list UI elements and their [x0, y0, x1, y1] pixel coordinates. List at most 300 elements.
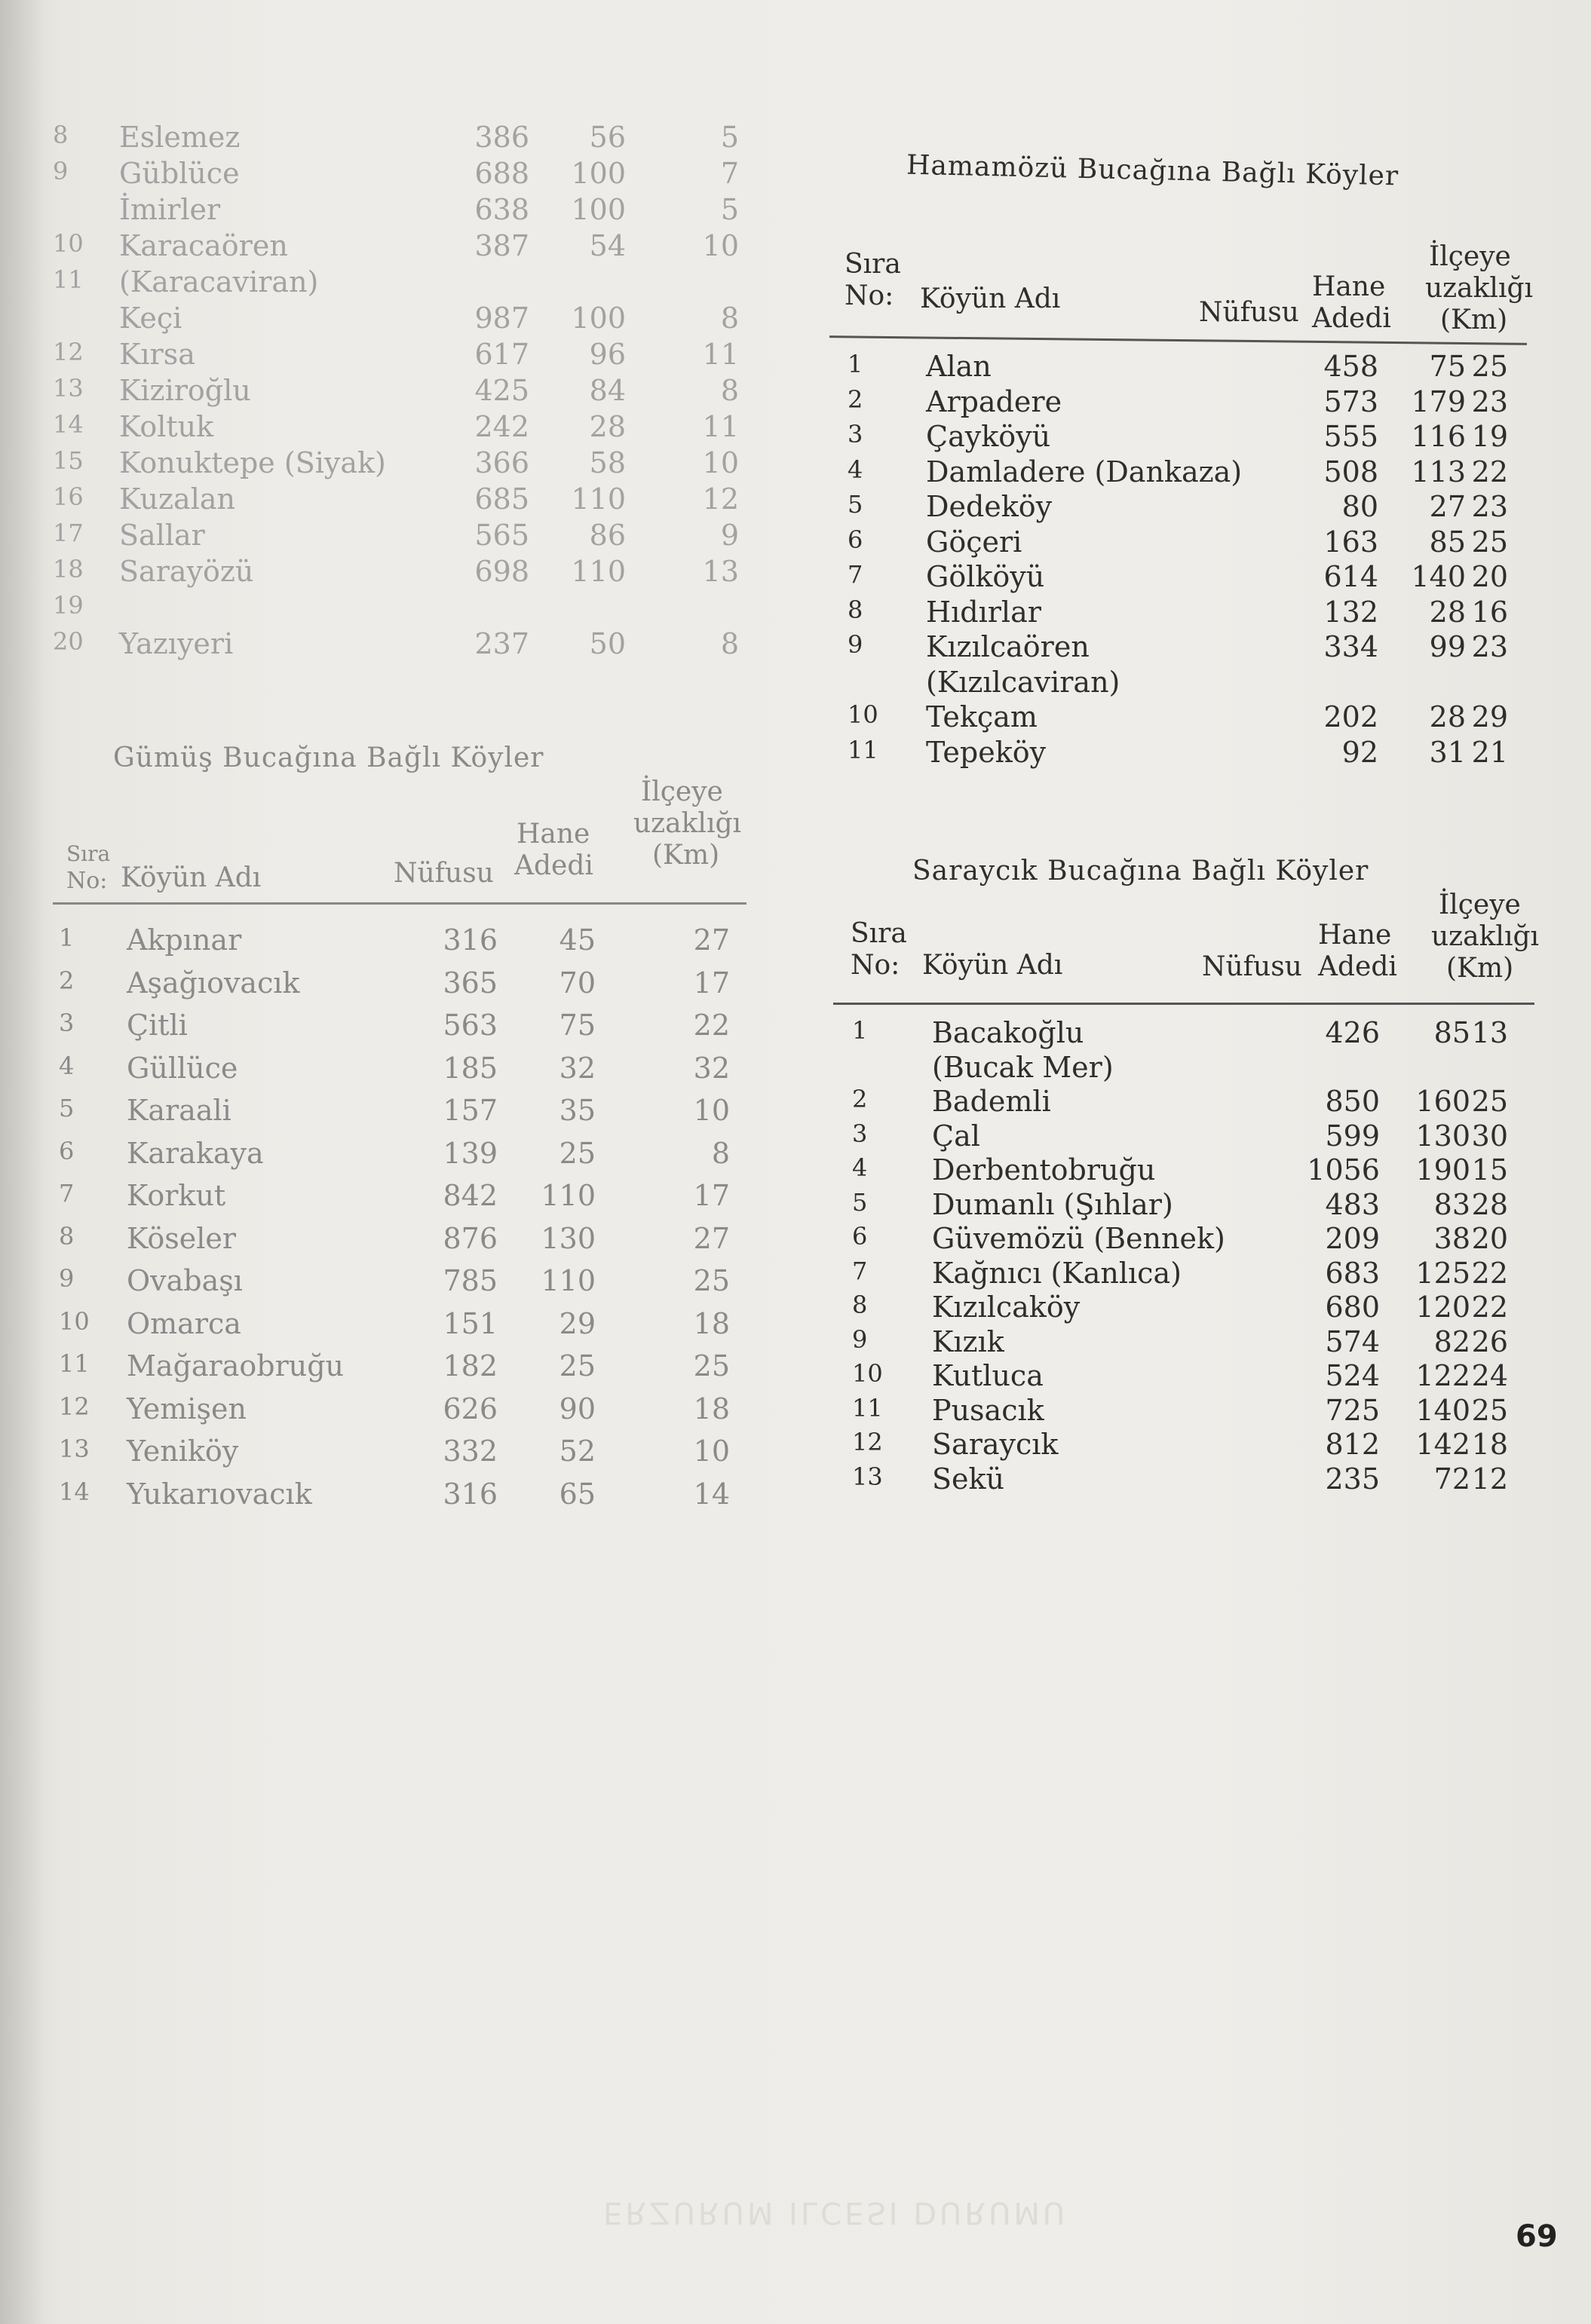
household-count: 54	[589, 229, 626, 262]
village-name: Kırsa	[119, 338, 195, 371]
distance-km: 20	[1471, 560, 1508, 593]
table-row	[45, 482, 739, 517]
village-name: Yukarıovacık	[127, 1477, 312, 1511]
village-number: 12	[852, 1428, 883, 1456]
village-number: 8	[852, 1291, 868, 1319]
village-number: 1	[59, 923, 75, 952]
population: 458	[1323, 350, 1378, 383]
population: 483	[1325, 1187, 1380, 1221]
table-row	[837, 1462, 1538, 1497]
saraycik-table-header	[851, 889, 1544, 1003]
table-row	[45, 302, 739, 336]
village-name: Dedeköy	[926, 490, 1053, 523]
household-count: 120	[1415, 1291, 1470, 1324]
table-row	[45, 591, 739, 626]
distance-km: 20	[1471, 1222, 1508, 1255]
village-name: Tekçam	[926, 700, 1038, 733]
village-number: 11	[53, 265, 84, 294]
village-name: Damladere (Dankaza)	[926, 455, 1243, 488]
table-row	[45, 265, 739, 300]
population: 987	[474, 302, 529, 335]
household-count: 84	[589, 374, 626, 407]
village-name: Yeniköy	[127, 1435, 239, 1468]
population: 688	[474, 157, 529, 190]
population: 555	[1323, 420, 1378, 453]
population: 574	[1325, 1324, 1380, 1358]
distance-km: 10	[702, 229, 739, 262]
population: 524	[1325, 1359, 1380, 1392]
household-count: 82	[1433, 1324, 1470, 1358]
population: 812	[1325, 1428, 1380, 1461]
population: 725	[1325, 1393, 1380, 1427]
village-name: (Bucak Mer)	[932, 1050, 1114, 1084]
household-count: 110	[571, 555, 626, 588]
gumus-header-rule	[53, 902, 746, 905]
village-name: Pusacık	[932, 1393, 1044, 1427]
village-number: 13	[852, 1462, 883, 1491]
household-count: 100	[571, 157, 626, 190]
distance-km: 9	[720, 519, 739, 552]
hamamozu-village-table	[837, 350, 1538, 787]
population: 785	[443, 1264, 498, 1297]
village-number: 1	[852, 1016, 868, 1045]
household-count: 110	[571, 482, 626, 516]
population: 614	[1323, 560, 1378, 593]
village-name: Kızılcaören	[926, 630, 1090, 663]
village-name: Gölköyü	[926, 560, 1045, 593]
distance-km: 30	[1471, 1119, 1508, 1153]
header-adedi: Adedi	[514, 850, 593, 881]
page-gutter-shadow	[0, 0, 45, 2324]
table-row	[45, 157, 739, 191]
household-count: 75	[1429, 350, 1466, 383]
table-row	[837, 1051, 1538, 1085]
village-number: 8	[53, 121, 69, 149]
table-row	[45, 966, 754, 1001]
distance-km: 25	[693, 1349, 730, 1382]
distance-km: 24	[1471, 1359, 1508, 1392]
village-name: Ovabaşı	[127, 1264, 243, 1297]
household-count: 28	[589, 410, 626, 443]
household-count: 75	[559, 1009, 596, 1042]
population: 387	[474, 229, 529, 262]
header-ilceye: İlçeye	[641, 776, 723, 807]
village-number: 1	[848, 350, 863, 378]
population: 132	[1323, 595, 1378, 629]
distance-km: 21	[1471, 735, 1508, 769]
table-row	[837, 1394, 1538, 1428]
table-row	[45, 1137, 754, 1171]
header-adedi: Adedi	[1318, 951, 1397, 982]
header-km: (Km)	[1440, 305, 1508, 335]
household-count: 45	[559, 923, 596, 957]
population: 680	[1325, 1291, 1380, 1324]
village-number: 7	[59, 1179, 75, 1208]
table-row	[837, 1119, 1538, 1154]
distance-km: 22	[1471, 1291, 1508, 1324]
table-row	[837, 490, 1538, 525]
population: 365	[443, 966, 498, 1000]
household-count: 86	[589, 519, 626, 552]
population: 563	[443, 1009, 498, 1042]
household-count: 140	[1411, 560, 1466, 593]
table-row	[45, 1392, 754, 1427]
village-name: Çayköyü	[926, 420, 1051, 453]
table-row	[45, 121, 739, 155]
village-name: Arpadere	[926, 384, 1062, 418]
village-number: 12	[59, 1392, 90, 1421]
household-count: 56	[589, 121, 626, 154]
village-name: Alan	[926, 350, 992, 383]
table-row	[45, 1179, 754, 1214]
village-name: Karaali	[127, 1094, 231, 1127]
village-number: 10	[852, 1359, 883, 1388]
header-no: No:	[851, 950, 900, 981]
header-adedi: Adedi	[1312, 303, 1391, 334]
village-number: 4	[59, 1051, 75, 1080]
distance-km: 28	[1471, 1187, 1508, 1221]
household-count: 27	[1429, 490, 1466, 523]
village-name: Kızık	[932, 1324, 1004, 1358]
table-row	[45, 374, 739, 409]
household-count: 96	[589, 338, 626, 371]
population: 1056	[1307, 1153, 1380, 1186]
saraycik-section-title: Saraycık Bucağına Bağlı Köyler	[912, 856, 1369, 886]
distance-km: 12	[702, 482, 739, 516]
village-number: 3	[848, 420, 863, 449]
distance-km: 10	[702, 446, 739, 479]
table-row	[837, 1359, 1538, 1394]
population: 698	[474, 555, 529, 588]
table-row	[837, 1291, 1538, 1325]
village-number: 2	[848, 384, 863, 414]
household-count: 142	[1415, 1428, 1470, 1461]
village-number: 10	[848, 700, 878, 729]
distance-km: 10	[693, 1094, 730, 1127]
table-row	[45, 923, 754, 958]
population: 235	[1325, 1462, 1380, 1496]
village-number: 5	[852, 1187, 868, 1217]
village-number: 15	[53, 446, 84, 475]
distance-km: 18	[1471, 1428, 1508, 1461]
household-count: 58	[589, 446, 626, 479]
village-number: 13	[59, 1435, 90, 1463]
table-row	[837, 1222, 1538, 1257]
distance-km: 23	[1471, 384, 1508, 418]
population: 850	[1325, 1085, 1380, 1118]
village-name: Yemişen	[127, 1392, 247, 1425]
household-count: 140	[1415, 1393, 1470, 1427]
population: 599	[1325, 1119, 1380, 1153]
village-number: 4	[852, 1153, 868, 1182]
distance-km: 18	[693, 1392, 730, 1425]
village-number: 18	[53, 555, 84, 583]
village-name: Konuktepe (Siyak)	[119, 446, 386, 479]
table-row	[837, 1428, 1538, 1462]
village-number: 5	[848, 490, 863, 519]
village-name: Kağnıcı (Kanlıca)	[932, 1256, 1182, 1290]
village-name: Kuzalan	[119, 482, 235, 516]
table-row	[837, 630, 1538, 665]
household-count: 83	[1433, 1187, 1470, 1221]
population: 182	[443, 1349, 498, 1382]
population: 842	[443, 1179, 498, 1212]
population: 683	[1325, 1256, 1380, 1290]
distance-km: 5	[720, 193, 739, 226]
household-count: 100	[571, 302, 626, 335]
household-count: 85	[1433, 1016, 1470, 1049]
table-row	[45, 519, 739, 553]
distance-km: 8	[720, 374, 739, 407]
village-name: Korkut	[127, 1179, 226, 1212]
hamamozu-section-title: Hamamözü Bucağına Bağlı Köyler	[906, 149, 1399, 192]
population: 92	[1341, 735, 1378, 769]
distance-km: 19	[1471, 420, 1508, 453]
distance-km: 23	[1471, 490, 1508, 523]
village-name: Çal	[932, 1119, 980, 1153]
distance-km: 26	[1471, 1324, 1508, 1358]
gumus-village-table	[45, 923, 754, 1511]
distance-km: 25	[693, 1264, 730, 1297]
village-number: 3	[852, 1119, 868, 1148]
table-row	[45, 627, 739, 662]
village-number: 12	[53, 338, 84, 366]
distance-km: 23	[1471, 630, 1508, 663]
header-uzakligi: uzaklığı	[1425, 273, 1534, 304]
table-row	[837, 350, 1538, 384]
household-count: 31	[1429, 735, 1466, 769]
saraycik-header-rule	[833, 1003, 1534, 1005]
header-hane: Hane	[1312, 271, 1386, 302]
village-number: 11	[848, 735, 878, 764]
household-count: 50	[589, 627, 626, 660]
village-number: 16	[53, 482, 84, 511]
village-name: Bacakoğlu	[932, 1016, 1084, 1049]
distance-km: 12	[1471, 1462, 1508, 1496]
village-name: İmirler	[119, 193, 221, 226]
table-row	[45, 555, 739, 589]
village-name: Güllüce	[127, 1051, 238, 1085]
distance-km: 10	[693, 1435, 730, 1468]
distance-km: 32	[693, 1051, 730, 1085]
distance-km: 13	[1471, 1016, 1508, 1049]
village-number: 9	[53, 157, 69, 185]
village-number: 9	[848, 630, 863, 659]
header-km: (Km)	[1446, 953, 1514, 984]
header-nufus: Nüfusu	[1199, 297, 1299, 328]
household-count: 179	[1411, 384, 1466, 418]
household-count: 25	[559, 1136, 596, 1170]
saraycik-village-table	[837, 1016, 1538, 1499]
village-number: 6	[59, 1136, 75, 1165]
header-sira: Sıra	[851, 918, 907, 949]
household-count: 125	[1415, 1256, 1470, 1290]
village-number: 9	[852, 1324, 868, 1354]
village-number: 8	[848, 595, 863, 624]
population: 426	[1325, 1016, 1380, 1049]
header-koy: Köyün Adı	[121, 862, 262, 893]
village-name: Karacaören	[119, 229, 288, 262]
household-count: 113	[1411, 455, 1466, 488]
header-koy: Köyün Adı	[920, 283, 1061, 314]
header-sira: Sıra	[66, 841, 111, 866]
village-name: Köseler	[127, 1221, 237, 1255]
distance-km: 7	[720, 157, 739, 190]
village-number: 2	[59, 966, 75, 995]
table-row	[45, 1264, 754, 1299]
header-hane: Hane	[517, 819, 590, 850]
population: 685	[474, 482, 529, 516]
population: 425	[474, 374, 529, 407]
village-name: Çitli	[127, 1009, 188, 1042]
header-ilceye: İlçeye	[1429, 241, 1511, 272]
table-row	[837, 1016, 1538, 1051]
population: 386	[474, 121, 529, 154]
table-row	[837, 455, 1538, 490]
population: 626	[443, 1392, 498, 1425]
village-name: Aşağıovacık	[127, 966, 300, 1000]
village-name: Derbentobruğu	[932, 1153, 1156, 1186]
distance-km: 8	[720, 627, 739, 660]
population: 202	[1323, 700, 1378, 733]
population: 242	[474, 410, 529, 443]
header-nufus: Nüfusu	[1202, 951, 1302, 982]
population: 80	[1341, 490, 1378, 523]
table-row	[45, 1094, 754, 1128]
household-count: 160	[1415, 1085, 1470, 1118]
village-name: Keçi	[119, 302, 182, 335]
population: 573	[1323, 384, 1378, 418]
table-row	[837, 525, 1538, 560]
distance-km: 8	[720, 302, 739, 335]
population: 617	[474, 338, 529, 371]
village-number: 14	[59, 1477, 90, 1506]
distance-km: 25	[1471, 1085, 1508, 1118]
table-row	[45, 1009, 754, 1043]
household-count: 99	[1429, 630, 1466, 663]
distance-km: 22	[693, 1009, 730, 1042]
table-row	[45, 446, 739, 481]
village-name: (Karacaviran)	[119, 265, 319, 299]
village-name: Kiziroğlu	[119, 374, 251, 407]
village-number: 6	[852, 1222, 868, 1251]
table-row	[45, 1222, 754, 1257]
population: 366	[474, 446, 529, 479]
village-name: Hıdırlar	[926, 595, 1041, 629]
village-number: 2	[852, 1085, 868, 1113]
table-row	[45, 1307, 754, 1342]
village-name: Mağaraobruğu	[127, 1349, 345, 1382]
household-count: 65	[559, 1477, 596, 1511]
header-no: No:	[66, 868, 108, 894]
bleed-through-text: ERZURUM ILCESI DURUMU	[603, 2195, 1068, 2230]
header-ilceye: İlçeye	[1439, 889, 1521, 920]
village-name: Eslemez	[119, 121, 241, 154]
household-count: 122	[1415, 1359, 1470, 1392]
table-row	[837, 1085, 1538, 1119]
table-row	[837, 596, 1538, 630]
population: 334	[1323, 630, 1378, 663]
village-name: Bademli	[932, 1085, 1051, 1118]
village-name: Güvemözü (Bennek)	[932, 1222, 1225, 1255]
distance-km: 16	[1471, 595, 1508, 629]
table-row	[45, 1477, 754, 1512]
village-name: Yazıyeri	[119, 627, 234, 660]
household-count: 90	[559, 1392, 596, 1425]
distance-km: 25	[1471, 350, 1508, 383]
gumus-section-title: Gümüş Bucağına Bağlı Köyler	[113, 743, 544, 773]
village-number: 6	[848, 525, 863, 554]
village-number: 9	[59, 1264, 75, 1293]
population: 316	[443, 923, 498, 957]
village-number: 10	[59, 1306, 90, 1336]
village-number: 11	[852, 1393, 883, 1422]
table-row	[837, 1257, 1538, 1291]
table-row	[837, 1325, 1538, 1360]
population: 332	[443, 1435, 498, 1468]
population: 638	[474, 193, 529, 226]
distance-km: 18	[693, 1306, 730, 1340]
household-count: 70	[559, 966, 596, 1000]
population: 209	[1325, 1222, 1380, 1255]
village-name: Sekü	[932, 1462, 1005, 1496]
village-number: 8	[59, 1221, 75, 1251]
village-name: Güblüce	[119, 157, 240, 190]
village-name: Koltuk	[119, 410, 214, 443]
distance-km: 17	[693, 1179, 730, 1212]
village-number: 4	[848, 455, 863, 484]
household-count: 100	[571, 193, 626, 226]
household-count: 28	[1429, 700, 1466, 733]
village-name: Sarayözü	[119, 555, 254, 588]
header-no: No:	[845, 280, 894, 311]
distance-km: 22	[1471, 1256, 1508, 1290]
village-number: 19	[53, 591, 84, 620]
village-name: Akpınar	[127, 923, 242, 957]
household-count: 130	[541, 1221, 596, 1255]
distance-km: 17	[693, 966, 730, 1000]
population: 565	[474, 519, 529, 552]
household-count: 85	[1429, 525, 1466, 559]
distance-km: 8	[711, 1136, 730, 1170]
header-uzakligi: uzaklığı	[633, 808, 742, 839]
village-number: 11	[59, 1349, 90, 1378]
table-row	[837, 736, 1538, 770]
village-number: 5	[59, 1094, 75, 1122]
population: 876	[443, 1221, 498, 1255]
header-hane: Hane	[1318, 920, 1392, 951]
table-row	[837, 700, 1538, 735]
distance-km: 11	[702, 410, 739, 443]
distance-km: 11	[702, 338, 739, 371]
population: 139	[443, 1136, 498, 1170]
village-name: (Kızılcaviran)	[926, 665, 1120, 699]
table-row	[837, 1188, 1538, 1223]
village-number: 20	[53, 627, 84, 656]
household-count: 110	[541, 1264, 596, 1297]
table-row	[837, 666, 1538, 700]
household-count: 190	[1415, 1153, 1470, 1186]
village-number: 13	[53, 374, 84, 403]
distance-km: 5	[720, 121, 739, 154]
population: 508	[1323, 455, 1378, 488]
household-count: 116	[1411, 420, 1466, 453]
household-count: 72	[1433, 1462, 1470, 1496]
village-name: Karakaya	[127, 1136, 264, 1170]
household-count: 28	[1429, 595, 1466, 629]
distance-km: 25	[1471, 1393, 1508, 1427]
distance-km: 13	[702, 555, 739, 588]
